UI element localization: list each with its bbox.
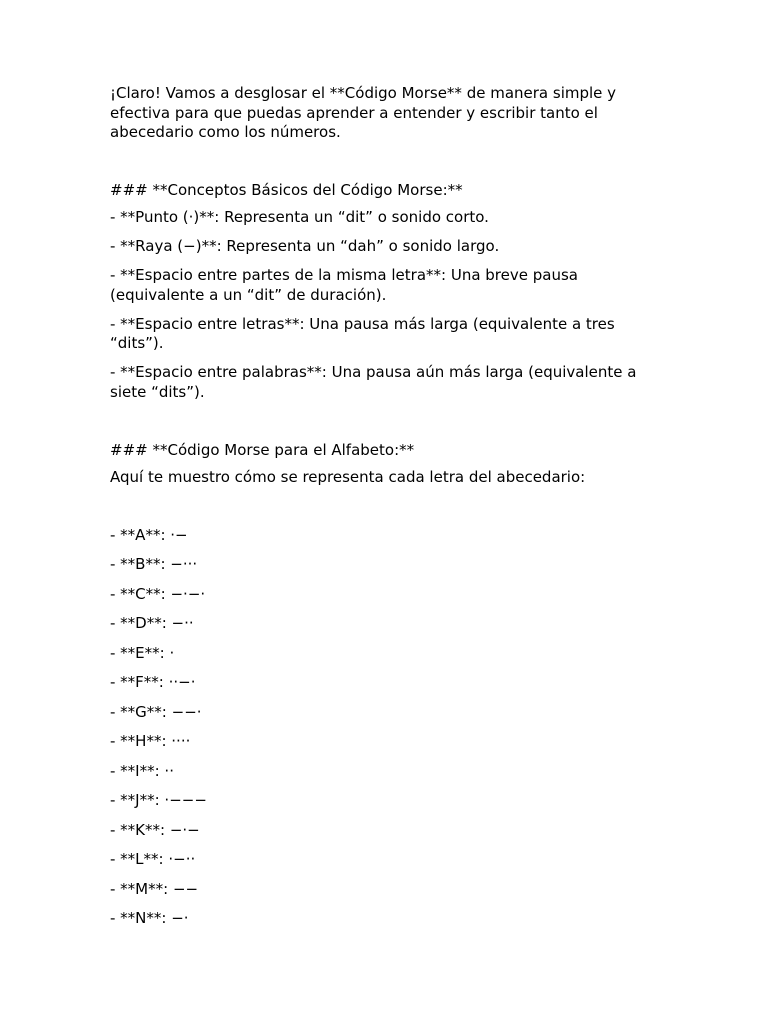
list-item-text: (equivalente a un “dit” de duración). — [110, 285, 387, 304]
list-item-text: - **Espacio entre letras**: Una pausa más larga (equivalente a tres — [110, 314, 615, 333]
morse-letter-item: - **H**: ···· — [110, 732, 191, 750]
morse-letter-item: - **G**: −−· — [110, 702, 202, 721]
morse-letter-item: - **J**: ·−−− — [110, 791, 207, 809]
intro-line: abecedario como los números. — [110, 123, 341, 141]
list-item-text: - **Raya (−)**: Representa un “dah” o sonido largo. — [110, 237, 500, 255]
alphabet-list — [110, 526, 666, 929]
morse-letter-item: - **K**: −·− — [110, 820, 200, 839]
intro-paragraph — [110, 84, 666, 143]
list-item — [110, 237, 666, 257]
section-heading-alphabet: ### **Código Morse para el Alfabeto:** — [110, 440, 415, 459]
intro-line: ¡Claro! Vamos a desglosar el **Código Morse** de manera simple y — [110, 84, 617, 102]
morse-letter-item: - **M**: −− — [110, 879, 199, 898]
intro-line: efectiva para que puedas aprender a entender y escribir tanto el — [110, 103, 598, 122]
list-item — [110, 315, 666, 354]
morse-letter-item: - **I**: ·· — [110, 761, 174, 780]
list-item — [110, 363, 666, 402]
list-item-text: - **Espacio entre palabras**: Una pausa aún más larga (equivalente a — [110, 363, 637, 381]
list-item — [110, 266, 666, 305]
document-page — [110, 84, 666, 939]
morse-letter-item: - **F**: ··−· — [110, 673, 196, 691]
section-subtitle: Aquí te muestro cómo se representa cada letra del abecedario: — [110, 468, 586, 486]
list-item — [110, 208, 666, 228]
morse-letter-item: - **E**: · — [110, 643, 175, 662]
morse-letter-item: - **C**: −·−· — [110, 584, 206, 603]
morse-letter-item: - **D**: −·· — [110, 614, 194, 632]
list-item-text: siete “dits”). — [110, 382, 205, 401]
section-heading-basics: ### **Conceptos Básicos del Código Morse:** — [110, 180, 463, 199]
list-item-text: - **Punto (·)**: Representa un “dit” o sonido corto. — [110, 208, 489, 226]
morse-letter-item: - **L**: ·−·· — [110, 850, 196, 868]
morse-letter-item: - **A**: ·− — [110, 525, 188, 544]
list-item-text: “dits”). — [110, 334, 164, 352]
basics-list — [110, 208, 666, 402]
list-item-text: - **Espacio entre partes de la misma letra**: Una breve pausa — [110, 266, 578, 284]
morse-letter-item: - **N**: −· — [110, 909, 189, 927]
morse-letter-item: - **B**: −··· — [110, 555, 198, 573]
